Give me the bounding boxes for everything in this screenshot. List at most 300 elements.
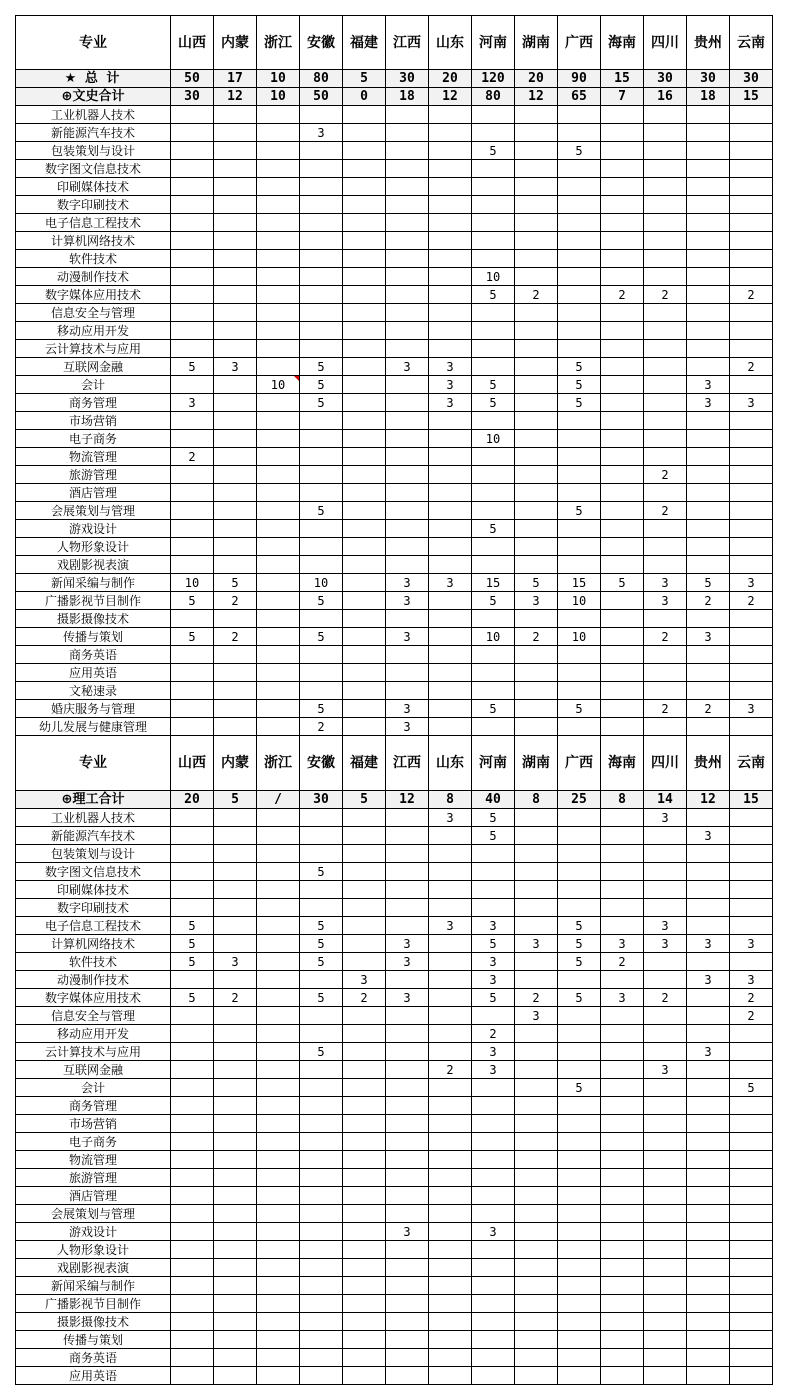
- quota-cell[interactable]: [558, 899, 601, 917]
- quota-cell[interactable]: [429, 1367, 472, 1385]
- quota-cell[interactable]: [214, 1025, 257, 1043]
- quota-cell[interactable]: [429, 989, 472, 1007]
- quota-cell[interactable]: [601, 646, 644, 664]
- quota-cell[interactable]: [429, 1277, 472, 1295]
- quota-cell[interactable]: [386, 430, 429, 448]
- quota-cell[interactable]: [472, 1151, 515, 1169]
- quota-cell[interactable]: [257, 1061, 300, 1079]
- quota-cell[interactable]: [214, 448, 257, 466]
- quota-cell[interactable]: [558, 250, 601, 268]
- quota-cell[interactable]: [429, 1331, 472, 1349]
- quota-cell[interactable]: [515, 1295, 558, 1313]
- quota-cell[interactable]: [730, 1187, 773, 1205]
- quota-cell[interactable]: [601, 448, 644, 466]
- quota-cell[interactable]: [730, 322, 773, 340]
- quota-cell[interactable]: [343, 1079, 386, 1097]
- quota-cell[interactable]: 3: [386, 628, 429, 646]
- quota-cell[interactable]: [257, 592, 300, 610]
- quota-cell[interactable]: [257, 160, 300, 178]
- quota-cell[interactable]: [257, 106, 300, 124]
- quota-cell[interactable]: [214, 160, 257, 178]
- quota-cell[interactable]: 3: [429, 917, 472, 935]
- quota-cell[interactable]: [515, 809, 558, 827]
- quota-cell[interactable]: [687, 412, 730, 430]
- quota-cell[interactable]: 5: [300, 863, 343, 881]
- quota-cell[interactable]: [300, 250, 343, 268]
- quota-cell[interactable]: [472, 322, 515, 340]
- quota-cell[interactable]: [343, 809, 386, 827]
- quota-cell[interactable]: [171, 881, 214, 899]
- quota-cell[interactable]: [429, 250, 472, 268]
- quota-cell[interactable]: [558, 682, 601, 700]
- quota-cell[interactable]: [214, 304, 257, 322]
- quota-cell[interactable]: [257, 142, 300, 160]
- quota-cell[interactable]: 2: [730, 1007, 773, 1025]
- quota-cell[interactable]: [429, 538, 472, 556]
- quota-cell[interactable]: [601, 881, 644, 899]
- quota-cell[interactable]: [730, 809, 773, 827]
- quota-cell[interactable]: 2: [644, 466, 687, 484]
- quota-cell[interactable]: [730, 1061, 773, 1079]
- quota-cell[interactable]: [214, 250, 257, 268]
- quota-cell[interactable]: [214, 827, 257, 845]
- quota-cell[interactable]: [558, 1025, 601, 1043]
- quota-cell[interactable]: [300, 1115, 343, 1133]
- quota-cell[interactable]: [343, 1349, 386, 1367]
- quota-cell[interactable]: [257, 412, 300, 430]
- quota-cell[interactable]: [730, 1223, 773, 1241]
- quota-cell[interactable]: [687, 196, 730, 214]
- quota-cell[interactable]: 10: [472, 628, 515, 646]
- quota-cell[interactable]: [558, 664, 601, 682]
- quota-cell[interactable]: [687, 610, 730, 628]
- quota-cell[interactable]: [601, 1169, 644, 1187]
- quota-cell[interactable]: 5: [300, 394, 343, 412]
- quota-cell[interactable]: [558, 1277, 601, 1295]
- quota-cell[interactable]: [515, 899, 558, 917]
- quota-cell[interactable]: [429, 827, 472, 845]
- quota-cell[interactable]: [687, 232, 730, 250]
- quota-cell[interactable]: [343, 718, 386, 736]
- quota-cell[interactable]: [472, 1259, 515, 1277]
- quota-cell[interactable]: 3: [386, 592, 429, 610]
- quota-cell[interactable]: [558, 214, 601, 232]
- quota-cell[interactable]: [429, 1169, 472, 1187]
- quota-cell[interactable]: [472, 1313, 515, 1331]
- quota-cell[interactable]: [214, 610, 257, 628]
- quota-cell[interactable]: [644, 340, 687, 358]
- quota-cell[interactable]: [429, 412, 472, 430]
- quota-cell[interactable]: [214, 718, 257, 736]
- quota-cell[interactable]: [558, 718, 601, 736]
- quota-cell[interactable]: [644, 1295, 687, 1313]
- quota-cell[interactable]: [730, 376, 773, 394]
- quota-cell[interactable]: [644, 178, 687, 196]
- quota-cell[interactable]: [343, 376, 386, 394]
- quota-cell[interactable]: 15: [558, 574, 601, 592]
- quota-cell[interactable]: [429, 646, 472, 664]
- quota-cell[interactable]: [257, 700, 300, 718]
- quota-cell[interactable]: [343, 592, 386, 610]
- quota-cell[interactable]: [300, 1061, 343, 1079]
- quota-cell[interactable]: [214, 394, 257, 412]
- quota-cell[interactable]: [515, 538, 558, 556]
- quota-cell[interactable]: 2: [644, 700, 687, 718]
- quota-cell[interactable]: [171, 484, 214, 502]
- quota-cell[interactable]: [171, 106, 214, 124]
- quota-cell[interactable]: [257, 250, 300, 268]
- quota-cell[interactable]: [300, 664, 343, 682]
- quota-cell[interactable]: [515, 304, 558, 322]
- quota-cell[interactable]: [601, 1187, 644, 1205]
- quota-cell[interactable]: [644, 1187, 687, 1205]
- quota-cell[interactable]: [558, 863, 601, 881]
- quota-cell[interactable]: [601, 214, 644, 232]
- quota-cell[interactable]: [601, 1043, 644, 1061]
- quota-cell[interactable]: [644, 196, 687, 214]
- quota-cell[interactable]: [257, 1043, 300, 1061]
- quota-cell[interactable]: [472, 304, 515, 322]
- quota-cell[interactable]: [601, 682, 644, 700]
- quota-cell[interactable]: [343, 863, 386, 881]
- quota-cell[interactable]: [558, 286, 601, 304]
- quota-cell[interactable]: [429, 1097, 472, 1115]
- quota-cell[interactable]: [171, 412, 214, 430]
- quota-cell[interactable]: [343, 1007, 386, 1025]
- quota-cell[interactable]: [343, 358, 386, 376]
- quota-cell[interactable]: [472, 466, 515, 484]
- quota-cell[interactable]: [558, 827, 601, 845]
- quota-cell[interactable]: 2: [515, 628, 558, 646]
- quota-cell[interactable]: [171, 430, 214, 448]
- quota-cell[interactable]: [429, 700, 472, 718]
- quota-cell[interactable]: [730, 430, 773, 448]
- quota-cell[interactable]: [171, 1097, 214, 1115]
- quota-cell[interactable]: [300, 1241, 343, 1259]
- quota-cell[interactable]: [472, 160, 515, 178]
- quota-cell[interactable]: [386, 1079, 429, 1097]
- quota-cell[interactable]: [386, 1295, 429, 1313]
- quota-cell[interactable]: [644, 718, 687, 736]
- quota-cell[interactable]: [386, 1025, 429, 1043]
- quota-cell[interactable]: [300, 1331, 343, 1349]
- quota-cell[interactable]: 3: [687, 1043, 730, 1061]
- quota-cell[interactable]: [644, 1043, 687, 1061]
- quota-cell[interactable]: [300, 1259, 343, 1277]
- quota-cell[interactable]: [730, 1151, 773, 1169]
- quota-cell[interactable]: [343, 304, 386, 322]
- quota-cell[interactable]: [386, 520, 429, 538]
- quota-cell[interactable]: [558, 1223, 601, 1241]
- quota-cell[interactable]: [343, 1187, 386, 1205]
- quota-cell[interactable]: 3: [472, 917, 515, 935]
- quota-cell[interactable]: [214, 1007, 257, 1025]
- quota-cell[interactable]: 5: [558, 917, 601, 935]
- quota-cell[interactable]: [515, 340, 558, 358]
- quota-cell[interactable]: [644, 1277, 687, 1295]
- quota-cell[interactable]: [730, 628, 773, 646]
- quota-cell[interactable]: [214, 484, 257, 502]
- quota-cell[interactable]: [687, 250, 730, 268]
- quota-cell[interactable]: 5: [472, 376, 515, 394]
- quota-cell[interactable]: [386, 106, 429, 124]
- quota-cell[interactable]: [214, 412, 257, 430]
- quota-cell[interactable]: [515, 142, 558, 160]
- quota-cell[interactable]: 5: [171, 935, 214, 953]
- quota-cell[interactable]: [429, 1133, 472, 1151]
- quota-cell[interactable]: [730, 881, 773, 899]
- quota-cell[interactable]: [558, 196, 601, 214]
- quota-cell[interactable]: [429, 971, 472, 989]
- quota-cell[interactable]: [601, 971, 644, 989]
- quota-cell[interactable]: 5: [171, 628, 214, 646]
- quota-cell[interactable]: [644, 160, 687, 178]
- quota-cell[interactable]: [257, 863, 300, 881]
- quota-cell[interactable]: [214, 917, 257, 935]
- quota-cell[interactable]: 3: [730, 574, 773, 592]
- quota-cell[interactable]: [171, 1187, 214, 1205]
- quota-cell[interactable]: [687, 863, 730, 881]
- quota-cell[interactable]: [343, 412, 386, 430]
- quota-cell[interactable]: [472, 412, 515, 430]
- quota-cell[interactable]: [515, 1205, 558, 1223]
- quota-cell[interactable]: [171, 520, 214, 538]
- quota-cell[interactable]: [386, 466, 429, 484]
- quota-cell[interactable]: [257, 1259, 300, 1277]
- quota-cell[interactable]: [515, 1079, 558, 1097]
- quota-cell[interactable]: [515, 1259, 558, 1277]
- quota-cell[interactable]: [214, 124, 257, 142]
- quota-cell[interactable]: [558, 1349, 601, 1367]
- quota-cell[interactable]: [515, 178, 558, 196]
- quota-cell[interactable]: 2: [214, 628, 257, 646]
- quota-cell[interactable]: [343, 340, 386, 358]
- quota-cell[interactable]: [730, 124, 773, 142]
- quota-cell[interactable]: 5: [300, 358, 343, 376]
- quota-cell[interactable]: [558, 430, 601, 448]
- quota-cell[interactable]: [730, 1043, 773, 1061]
- quota-cell[interactable]: [472, 863, 515, 881]
- quota-cell[interactable]: [214, 466, 257, 484]
- quota-cell[interactable]: [429, 502, 472, 520]
- quota-cell[interactable]: 3: [429, 376, 472, 394]
- quota-cell[interactable]: [257, 718, 300, 736]
- quota-cell[interactable]: [429, 1187, 472, 1205]
- quota-cell[interactable]: [644, 845, 687, 863]
- quota-cell[interactable]: [386, 1169, 429, 1187]
- quota-cell[interactable]: 5: [472, 592, 515, 610]
- quota-cell[interactable]: 2: [687, 700, 730, 718]
- quota-cell[interactable]: [386, 124, 429, 142]
- quota-cell[interactable]: [171, 466, 214, 484]
- quota-cell[interactable]: [601, 322, 644, 340]
- quota-cell[interactable]: [386, 556, 429, 574]
- quota-cell[interactable]: [343, 1205, 386, 1223]
- quota-cell[interactable]: [257, 1205, 300, 1223]
- quota-cell[interactable]: [171, 1007, 214, 1025]
- quota-cell[interactable]: [558, 971, 601, 989]
- quota-cell[interactable]: [730, 1097, 773, 1115]
- quota-cell[interactable]: [171, 1043, 214, 1061]
- quota-cell[interactable]: 3: [386, 953, 429, 971]
- quota-cell[interactable]: [515, 1061, 558, 1079]
- quota-cell[interactable]: [601, 376, 644, 394]
- quota-cell[interactable]: [300, 1277, 343, 1295]
- quota-cell[interactable]: [730, 1205, 773, 1223]
- quota-cell[interactable]: [257, 340, 300, 358]
- quota-cell[interactable]: [343, 646, 386, 664]
- quota-cell[interactable]: [644, 412, 687, 430]
- quota-cell[interactable]: [644, 1259, 687, 1277]
- quota-cell[interactable]: [214, 214, 257, 232]
- quota-cell[interactable]: [558, 646, 601, 664]
- quota-cell[interactable]: [343, 142, 386, 160]
- quota-cell[interactable]: 2: [343, 989, 386, 1007]
- quota-cell[interactable]: [343, 160, 386, 178]
- quota-cell[interactable]: [171, 682, 214, 700]
- quota-cell[interactable]: [429, 1043, 472, 1061]
- quota-cell[interactable]: 3: [644, 1061, 687, 1079]
- quota-cell[interactable]: [515, 358, 558, 376]
- quota-cell[interactable]: [257, 574, 300, 592]
- quota-cell[interactable]: [386, 1097, 429, 1115]
- quota-cell[interactable]: [171, 1241, 214, 1259]
- quota-cell[interactable]: [644, 232, 687, 250]
- quota-cell[interactable]: [214, 106, 257, 124]
- quota-cell[interactable]: 5: [300, 376, 343, 394]
- quota-cell[interactable]: [300, 232, 343, 250]
- quota-cell[interactable]: [257, 610, 300, 628]
- quota-cell[interactable]: [601, 1061, 644, 1079]
- quota-cell[interactable]: [300, 178, 343, 196]
- quota-cell[interactable]: 3: [386, 1223, 429, 1241]
- quota-cell[interactable]: [386, 1259, 429, 1277]
- quota-cell[interactable]: [343, 953, 386, 971]
- quota-cell[interactable]: [300, 1097, 343, 1115]
- quota-cell[interactable]: [257, 917, 300, 935]
- quota-cell[interactable]: [300, 520, 343, 538]
- quota-cell[interactable]: [687, 520, 730, 538]
- quota-cell[interactable]: [429, 322, 472, 340]
- quota-cell[interactable]: [171, 971, 214, 989]
- quota-cell[interactable]: [429, 953, 472, 971]
- quota-cell[interactable]: [515, 1097, 558, 1115]
- quota-cell[interactable]: [429, 124, 472, 142]
- quota-cell[interactable]: [687, 340, 730, 358]
- quota-cell[interactable]: [300, 971, 343, 989]
- quota-cell[interactable]: 5: [472, 286, 515, 304]
- quota-cell[interactable]: 2: [429, 1061, 472, 1079]
- quota-cell[interactable]: [386, 646, 429, 664]
- quota-cell[interactable]: [558, 1331, 601, 1349]
- quota-cell[interactable]: [214, 1043, 257, 1061]
- quota-cell[interactable]: [601, 863, 644, 881]
- quota-cell[interactable]: [730, 827, 773, 845]
- quota-cell[interactable]: [558, 1259, 601, 1277]
- quota-cell[interactable]: [472, 538, 515, 556]
- quota-cell[interactable]: [386, 412, 429, 430]
- quota-cell[interactable]: [343, 1151, 386, 1169]
- quota-cell[interactable]: 5: [472, 989, 515, 1007]
- quota-cell[interactable]: [171, 1367, 214, 1385]
- quota-cell[interactable]: [472, 556, 515, 574]
- quota-cell[interactable]: 3: [386, 358, 429, 376]
- quota-cell[interactable]: 3: [429, 809, 472, 827]
- quota-cell[interactable]: [687, 484, 730, 502]
- quota-cell[interactable]: [515, 502, 558, 520]
- quota-cell[interactable]: 5: [558, 394, 601, 412]
- quota-cell[interactable]: [429, 881, 472, 899]
- quota-cell[interactable]: [644, 124, 687, 142]
- quota-cell[interactable]: [429, 178, 472, 196]
- quota-cell[interactable]: [601, 917, 644, 935]
- quota-cell[interactable]: [171, 160, 214, 178]
- quota-cell[interactable]: [558, 610, 601, 628]
- quota-cell[interactable]: [300, 646, 343, 664]
- quota-cell[interactable]: [558, 268, 601, 286]
- quota-cell[interactable]: 5: [558, 376, 601, 394]
- quota-cell[interactable]: [601, 1295, 644, 1313]
- quota-cell[interactable]: [171, 124, 214, 142]
- quota-cell[interactable]: [257, 1277, 300, 1295]
- quota-cell[interactable]: [386, 304, 429, 322]
- quota-cell[interactable]: [300, 196, 343, 214]
- quota-cell[interactable]: [601, 610, 644, 628]
- quota-cell[interactable]: [644, 376, 687, 394]
- quota-cell[interactable]: [687, 1097, 730, 1115]
- quota-cell[interactable]: [300, 1313, 343, 1331]
- quota-cell[interactable]: [515, 881, 558, 899]
- quota-cell[interactable]: [730, 502, 773, 520]
- quota-cell[interactable]: [214, 538, 257, 556]
- quota-cell[interactable]: [300, 286, 343, 304]
- quota-cell[interactable]: [343, 845, 386, 863]
- quota-cell[interactable]: [601, 412, 644, 430]
- quota-cell[interactable]: [644, 1079, 687, 1097]
- quota-cell[interactable]: [171, 863, 214, 881]
- quota-cell[interactable]: [343, 664, 386, 682]
- quota-cell[interactable]: [687, 1079, 730, 1097]
- quota-cell[interactable]: [214, 971, 257, 989]
- quota-cell[interactable]: [257, 520, 300, 538]
- quota-cell[interactable]: [687, 1187, 730, 1205]
- quota-cell[interactable]: 3: [601, 935, 644, 953]
- quota-cell[interactable]: [472, 1115, 515, 1133]
- quota-cell[interactable]: [257, 1115, 300, 1133]
- quota-cell[interactable]: [558, 232, 601, 250]
- quota-cell[interactable]: [257, 1187, 300, 1205]
- quota-cell[interactable]: [300, 1205, 343, 1223]
- quota-cell[interactable]: [171, 304, 214, 322]
- quota-cell[interactable]: [300, 412, 343, 430]
- quota-cell[interactable]: [687, 953, 730, 971]
- quota-cell[interactable]: [386, 863, 429, 881]
- quota-cell[interactable]: [644, 1331, 687, 1349]
- quota-cell[interactable]: [472, 1241, 515, 1259]
- quota-cell[interactable]: 3: [515, 592, 558, 610]
- quota-cell[interactable]: [644, 1367, 687, 1385]
- quota-cell[interactable]: 5: [558, 953, 601, 971]
- quota-cell[interactable]: [171, 827, 214, 845]
- quota-cell[interactable]: 5: [214, 574, 257, 592]
- quota-cell[interactable]: [257, 1007, 300, 1025]
- quota-cell[interactable]: [257, 196, 300, 214]
- quota-cell[interactable]: 2: [601, 286, 644, 304]
- quota-cell[interactable]: [257, 430, 300, 448]
- quota-cell[interactable]: [343, 628, 386, 646]
- quota-cell[interactable]: [601, 268, 644, 286]
- quota-cell[interactable]: [472, 1097, 515, 1115]
